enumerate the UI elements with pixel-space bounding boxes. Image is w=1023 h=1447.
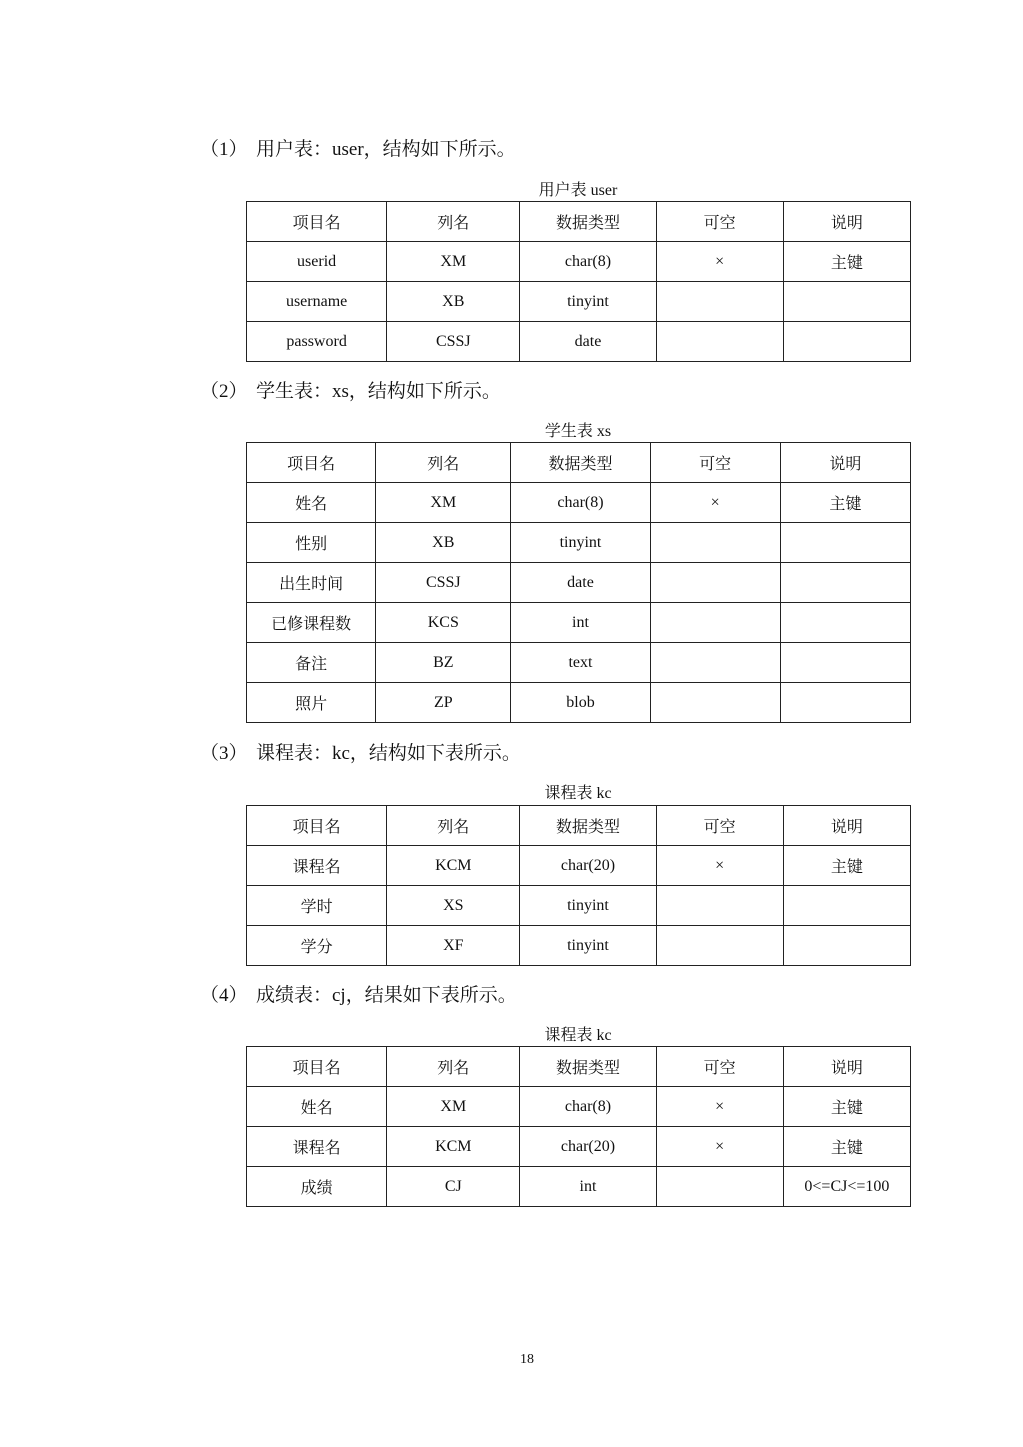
section-heading [200, 738, 521, 765]
table-cell: 已修课程数 [247, 603, 376, 643]
table-cell [656, 322, 783, 362]
table-header-cell: 数据类型 [520, 202, 656, 242]
schema-table [246, 201, 911, 362]
table-cell: text [511, 643, 650, 683]
table-cell: char(8) [520, 242, 656, 282]
table-cell [650, 643, 780, 683]
table-row [247, 1167, 911, 1207]
table-row [247, 322, 911, 362]
schema-table [246, 1046, 911, 1207]
table-cell [656, 886, 783, 926]
table-cell: 主键 [783, 846, 910, 886]
table-header-cell: 可空 [650, 443, 780, 483]
table-header-cell: 列名 [376, 443, 511, 483]
table-header-cell: 说明 [783, 806, 910, 846]
table-header-cell: 数据类型 [520, 806, 656, 846]
table-cell: XB [376, 523, 511, 563]
table-cell [656, 1167, 783, 1207]
schema-table [246, 442, 911, 723]
table-cell: × [656, 242, 783, 282]
section-number: （2） [200, 381, 248, 402]
section-number: （4） [200, 985, 248, 1006]
table-cell: CJ [387, 1167, 520, 1207]
table-cell: tinyint [520, 886, 656, 926]
table-header-cell: 列名 [387, 1047, 520, 1087]
table-caption: 学生表 xs [544, 423, 612, 440]
table-cell [783, 322, 910, 362]
table-header-row [247, 1047, 911, 1087]
section-heading-text: 成绩表：cj，结果如下表所示。 [256, 985, 517, 1006]
table-cell [780, 643, 910, 683]
table-row [247, 1087, 911, 1127]
table-cell [656, 282, 783, 322]
table-cell: XF [387, 926, 520, 966]
table-cell: 成绩 [247, 1167, 387, 1207]
table-cell: KCS [376, 603, 511, 643]
table-header-cell: 项目名 [247, 1047, 387, 1087]
table-cell: int [511, 603, 650, 643]
table-header-cell: 说明 [783, 1047, 910, 1087]
table-cell: XM [376, 483, 511, 523]
table-row [247, 643, 911, 683]
page-number: 18 [520, 1352, 534, 1367]
section-heading [200, 980, 517, 1007]
table-row [247, 483, 911, 523]
table-header-cell: 项目名 [247, 202, 387, 242]
table-cell: 出生时间 [247, 563, 376, 603]
table-cell [650, 683, 780, 723]
table-header-row [247, 443, 911, 483]
section-heading-text: 用户表：user，结构如下所示。 [256, 139, 516, 160]
table-cell: 主键 [780, 483, 910, 523]
table-cell: userid [247, 242, 387, 282]
table-cell [650, 563, 780, 603]
table-cell [783, 926, 910, 966]
table-cell: tinyint [511, 523, 650, 563]
table-cell: char(20) [520, 846, 656, 886]
table-cell: 学分 [247, 926, 387, 966]
table-caption: 课程表 kc [544, 1027, 612, 1044]
section-number: （3） [200, 743, 248, 764]
table-cell: XM [387, 1087, 520, 1127]
table-cell: ZP [376, 683, 511, 723]
section-heading [200, 134, 516, 161]
table-header-cell: 可空 [656, 202, 783, 242]
table-cell: CSSJ [376, 563, 511, 603]
table-cell [650, 603, 780, 643]
table-header-cell: 项目名 [247, 806, 387, 846]
section-heading [200, 376, 501, 403]
table-cell: 照片 [247, 683, 376, 723]
table-header-cell: 说明 [783, 202, 910, 242]
table-header-row [247, 202, 911, 242]
table-cell: XS [387, 886, 520, 926]
table-row [247, 242, 911, 282]
table-cell [783, 282, 910, 322]
table-cell: × [656, 1087, 783, 1127]
table-cell: KCM [387, 846, 520, 886]
table-header-cell: 列名 [387, 202, 520, 242]
section-heading-text: 课程表：kc，结构如下表所示。 [256, 743, 521, 764]
table-cell: 主键 [783, 1127, 910, 1167]
table-cell: password [247, 322, 387, 362]
table-row [247, 683, 911, 723]
table-cell: date [520, 322, 656, 362]
table-header-cell: 说明 [780, 443, 910, 483]
table-cell: int [520, 1167, 656, 1207]
table-cell: KCM [387, 1127, 520, 1167]
table-cell: 姓名 [247, 1087, 387, 1127]
table-cell: 主键 [783, 1087, 910, 1127]
table-cell [780, 683, 910, 723]
table-cell: tinyint [520, 282, 656, 322]
table-cell [780, 563, 910, 603]
table-cell: 主键 [783, 242, 910, 282]
table-header-cell: 项目名 [247, 443, 376, 483]
table-cell: date [511, 563, 650, 603]
table-cell: 性别 [247, 523, 376, 563]
table-row [247, 563, 911, 603]
table-cell [780, 603, 910, 643]
table-cell: 备注 [247, 643, 376, 683]
table-cell: × [656, 1127, 783, 1167]
table-cell: tinyint [520, 926, 656, 966]
table-cell: blob [511, 683, 650, 723]
table-cell: char(20) [520, 1127, 656, 1167]
table-cell: 课程名 [247, 1127, 387, 1167]
table-header-cell: 数据类型 [511, 443, 650, 483]
table-cell: 课程名 [247, 846, 387, 886]
table-header-row [247, 806, 911, 846]
table-row [247, 926, 911, 966]
table-cell: × [656, 846, 783, 886]
table-cell: 学时 [247, 886, 387, 926]
table-cell [656, 926, 783, 966]
table-header-cell: 数据类型 [520, 1047, 656, 1087]
table-row [247, 886, 911, 926]
table-cell: XM [387, 242, 520, 282]
table-header-cell: 可空 [656, 1047, 783, 1087]
table-cell: CSSJ [387, 322, 520, 362]
section-number: （1） [200, 139, 248, 160]
table-header-cell: 可空 [656, 806, 783, 846]
table-row [247, 1127, 911, 1167]
table-row [247, 282, 911, 322]
table-caption: 用户表 user [538, 182, 618, 199]
table-cell: 0<=CJ<=100 [783, 1167, 910, 1207]
table-cell: BZ [376, 643, 511, 683]
table-cell: username [247, 282, 387, 322]
table-caption: 课程表 kc [544, 785, 612, 802]
table-cell: char(8) [511, 483, 650, 523]
table-row [247, 523, 911, 563]
table-cell [780, 523, 910, 563]
table-cell [783, 886, 910, 926]
table-cell: 姓名 [247, 483, 376, 523]
table-cell: char(8) [520, 1087, 656, 1127]
section-heading-text: 学生表：xs，结构如下所示。 [256, 381, 501, 402]
table-cell [650, 523, 780, 563]
table-header-cell: 列名 [387, 806, 520, 846]
schema-table [246, 805, 911, 966]
table-cell: XB [387, 282, 520, 322]
table-cell: × [650, 483, 780, 523]
table-row [247, 603, 911, 643]
table-row [247, 846, 911, 886]
